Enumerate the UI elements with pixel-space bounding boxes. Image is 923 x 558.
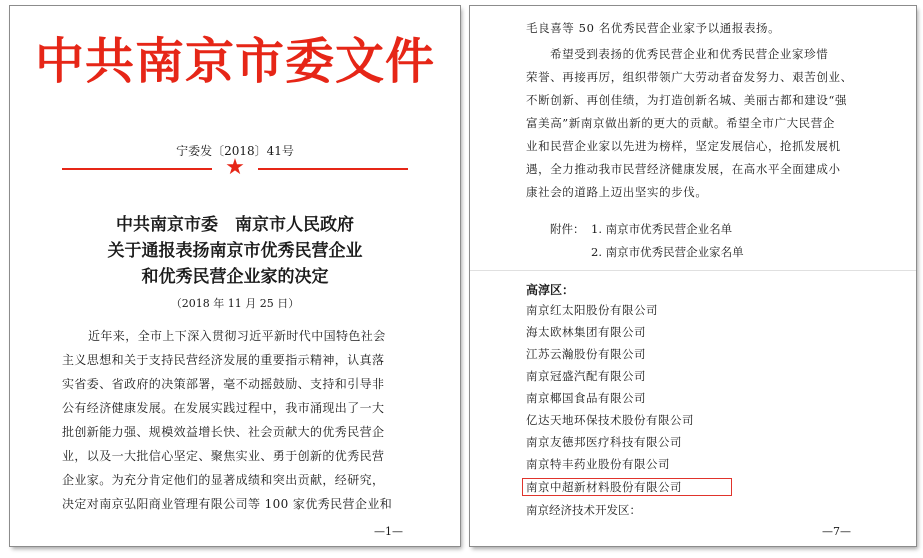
company-list-item: 南京友德邦医疗科技有限公司 (526, 435, 682, 449)
page-number: —7— (822, 525, 851, 538)
company-list-item: 南京红太阳股份有限公司 (526, 303, 658, 317)
star-icon: ★ (225, 155, 245, 180)
red-divider-left (62, 168, 212, 170)
right-page (470, 6, 916, 546)
decision-title-line: 和优秀民营企业家的决定 (141, 267, 329, 287)
page-number: —1— (374, 525, 403, 538)
document-number: 宁委发〔2018〕41号 (176, 144, 294, 158)
body-text-line: 近年来，全市上下深入贯彻习近平新时代中国特色社会 (88, 329, 386, 343)
body-text-line: 遇，全力推动我市民营经济健康发展，在高水平全面建成小 (526, 162, 841, 176)
district-heading: 南京经济技术开发区： (526, 503, 641, 517)
decision-title-line: 中共南京市委 南京市人民政府 (116, 215, 354, 235)
body-text-line: 毛良喜等 50 名优秀民营企业家予以通报表扬。 (526, 21, 781, 35)
company-list-item: 江苏云瀚股份有限公司 (526, 347, 646, 361)
body-text-line: 企业家。为充分肯定他们的显著成绩和突出贡献，经研究， (62, 473, 385, 487)
attachment-item: 1. 南京市优秀民营企业名单 (591, 222, 733, 236)
red-divider-right (258, 168, 408, 170)
scan-split-line (470, 270, 916, 271)
document-header-title: 中共南京市委文件 (34, 33, 435, 90)
body-text-line: 富美高”新南京做出新的更大的贡献。希望全市广大民营企 (526, 116, 835, 130)
body-text-line: 康社会的道路上迈出坚实的步伐。 (526, 185, 708, 199)
company-list-item-highlighted: 南京中超新材料股份有限公司 (526, 480, 682, 494)
body-text-line: 主义思想和关于支持民营经济发展的重要指示精神，认真落 (62, 353, 385, 367)
decision-date: （2018 年 11 月 25 日） (170, 297, 300, 310)
district-heading: 高淳区： (526, 283, 575, 297)
company-list-item: 亿达天地环保技术股份有限公司 (526, 413, 694, 427)
company-list-item: 南京特丰药业股份有限公司 (526, 457, 670, 471)
body-text-line: 决定对南京弘阳商业管理有限公司等 100 家优秀民营企业和 (62, 497, 393, 511)
attachment-item: 2. 南京市优秀民营企业家名单 (591, 245, 744, 259)
company-list-item: 海太欧林集团有限公司 (526, 325, 646, 339)
body-text-line: 批创新能力强、规模效益增长快、社会贡献大的优秀民营企 (62, 425, 385, 439)
body-text-line: 业和民营企业家以先进为榜样，坚定发展信心，抢抓发展机 (526, 139, 841, 153)
decision-title-line: 关于通报表扬南京市优秀民营企业 (107, 241, 363, 261)
left-page (10, 6, 460, 546)
body-text-line: 公有经济健康发展。在发展实践过程中，我市涌现出了一大 (62, 401, 385, 415)
body-text-line: 荣誉、再接再厉，组织带领广大劳动者奋发努力、艰苦创业、 (526, 70, 853, 84)
body-text-line: 实省委、省政府的决策部署，毫不动摇鼓励、支持和引导非 (62, 377, 385, 391)
company-list-item: 南京冠盛汽配有限公司 (526, 369, 646, 383)
body-text-line: 业，以及一大批信心坚定、聚焦实业、勇于创新的优秀民营 (62, 449, 385, 463)
attachment-label: 附件： (550, 222, 585, 236)
body-text-line: 不断创新、再创佳绩，为打造创新名城、美丽古都和建设“强 (526, 93, 848, 107)
body-text-line: 希望受到表扬的优秀民营企业和优秀民营企业家珍惜 (550, 47, 829, 61)
company-list-item: 南京椰国食品有限公司 (526, 391, 646, 405)
